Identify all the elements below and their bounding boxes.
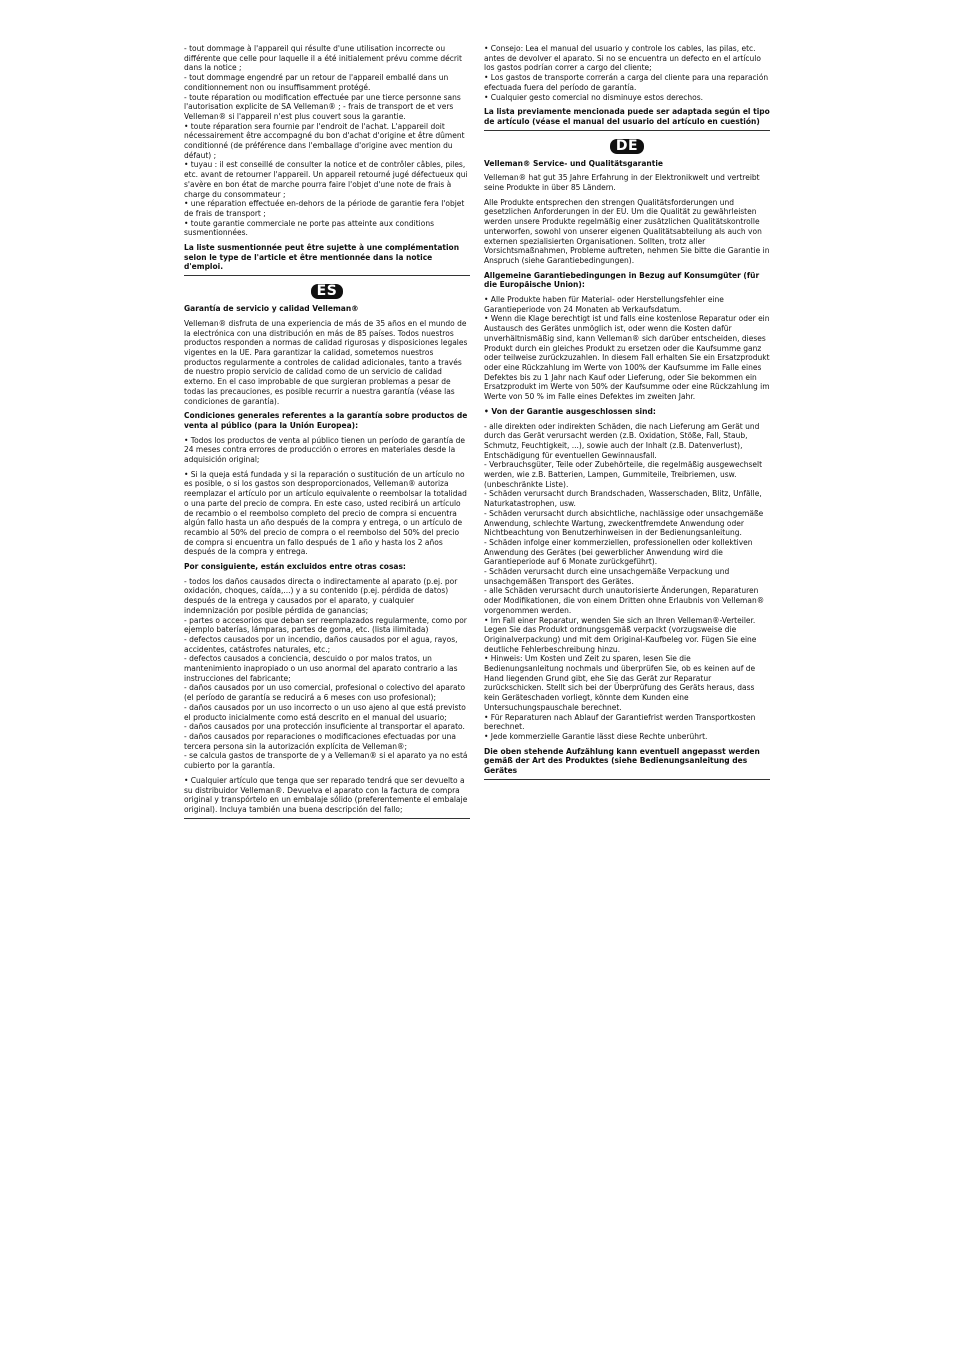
de-conditions-heading: Allgemeine Garantiebedingungen in Bezug auf Konsumgüter (für die Europäische Union): [484,270,762,290]
de-heading: Velleman® Service- und Qualitätsgarantie [484,158,663,168]
de-intro-2: Alle Produkte entsprechen den strengen Qualitätsforderungen und gesetzlichen Anforderungen in der EU. Um die Qualität zu gewährleisten werden unsere Produkte regelmäßig einer zusätzlichen Qualitätskontrolle unterworfen, sowohl von unserer eigenen Qualitätsabteilung als auch von externen spezialisierten Organisationen. Sollten, trotz aller Vorsichtsmaßnahmen, Probleme auftreten, nehmen Sie bitte die Garantie in Anspruch (siehe Garantiebedingungen). [484,197,772,265]
es-intro: Velleman® disfruta de una experiencia de más de 35 años en el mundo de la electrónica con una distribución en más de 85 países. Todos nuestros productos responden a normas de calidad rigurosas y disposiciones legales vigentes en la UE. Para garantizar la calidad, sometemos nuestros productos regularmente a controles de calidad adicionales, tanto a través de nuestro propio servicio de calidad como de un servicio de calidad externo. En el caso improbable de que surgieran problemas a pesar de todas las precauciones, es posible recurrir a nuestra garantía (véase las condiciones de garantía). [184,318,470,406]
es-exclusions-heading: Por consiguiente, están excluidos entre otras cosas: [184,562,406,572]
es-heading: Garantía de servicio y calidad Velleman® [184,304,359,314]
right-column [484,44,773,780]
section-divider [484,130,770,131]
es-condition-1: • Todos los productos de venta al público tienen un período de garantía de 24 meses contra errores de producción o errores en materiales desde la adquisición original; [184,435,468,465]
section-divider [184,275,470,276]
de-exclusions: - alle direkten oder indirekten Schäden, die nach Lieferung am Gerät und durch das Gerät verursacht werden (z.B. Oxidation, Stöße, Fall, Staub, Schmutz, Feuchtigkeit, ...), sowie auch der Inhalt (z.B. Datenverlust), Entschädigung für eventuellen Gewinnausfall. - Verbrauchsgüter, Teile oder Zubehörteile, die regelmäßig ausgewechselt werden, wie z.B. Batterien, Lampen, Gummiteile, Treibriemen, usw. (unbeschränkte Liste). - Schäden verursacht durch Brandschaden, Wasserschaden, Blitz, Unfälle, Naturkatastrophen, usw. - Schäden verursacht durch absichtliche, nachlässige oder unsachgemäße Anwendung, schlechte Wartung, zweckentfremdete Anwendung oder Nichtbeachtung von Benutzerhinweisen in der Bedienungsanleitung. - Schäden infolge einer kommerziellen, professionellen oder kollektiven Anwendung des Gerätes (bei gewerblicher Anwendung wird die Garantieperiode auf 6 Monate zurückgeführt). - Schäden verursacht durch eine unsachgemäße Verpackung und unsachgemäßen Transport des Gerätes. - alle Schäden verursacht durch unautorisierte Änderungen, Reparaturen oder Modifikationen, die von einem Dritten ohne Erlaubnis von Velleman® vorgenommen werden. • Im Fall einer Reparatur, wenden Sie sich an Ihren Velleman®-Verteiler. Legen Sie das Produkt ordnungsgemäß verpackt (vorzugsweise die Originalverpackung) und mit dem Original-Kaufbeleg vor. Fügen Sie eine deutliche Fehlerbeschreibung hinzu. • Hinweis: Um Kosten und Zeit zu sparen, lesen Sie die Bedienungsanleitung nochmals und überprüfen Sie, ob es keinen auf de Hand liegenden Grund gibt, ehe Sie das Gerät zur Reparatur zurückschicken. Stellt sich bei der Überprüfung des Geräts heraus, dass kein Geräteschaden vorliegt, könnte dem Kunden eine Untersuchungspauschale berechnet. • Für Reparaturen nach Ablauf der Garantiefrist werden Transportkosten berechnet. • Jede kommerzielle Garantie lässt diese Rechte unberührt. [484,421,765,741]
section-divider [184,818,470,819]
es-repair-instructions: • Cualquier artículo que tenga que ser reparado tendrá que ser devuelto a su distribuidor Velleman®. Devuelva el aparato con la factura de compra original y transpórtelo en un embalaje sólido (preferentemente el embalaje original). Incluya también una buena descripción del fallo; [184,775,470,814]
language-badge-es: ES [311,284,344,299]
language-badge-de: DE [610,139,644,154]
left-column [184,44,470,819]
es-continued: • Consejo: Lea el manual del usuario y controle los cables, las pilas, etc. antes de devolver el aparato. Si no se encuentra un defecto en el artículo los gastos podrían correr a cargo del cliente; • Los gastos de transporte correrán a carga del cliente para una reparación efectuada fuera del período de garantía. • Cualquier gesto comercial no disminuye estos derechos. [484,44,769,102]
fr-note: La liste susmentionnée peut être sujette à une complémentation selon le type de l'article et être mentionnée dans la notice d'emploi. [184,243,462,272]
es-conditions-heading: Condiciones generales referentes a la garantía sobre productos de venta al público (para la Unión Europea): [184,411,470,430]
de-intro-1: Velleman® hat gut 35 Jahre Erfahrung in der Elektronikwelt und vertreibt seine Produkte in über 85 Ländern. [484,173,763,193]
fr-exclusions-continued: - tout dommage à l'appareil qui résulte d'une utilisation incorrecte ou différente que celle pour laquelle il a été initialement prévu comme décrit dans la notice ; - tout dommage engendré par un retour de l'appareil emballé dans un conditionnement non ou insuffisamment protégé. - toute réparation ou modification effectuée par une tierce personne sans l'autorisation explicite de SA Velleman® ; - frais de transport de et vers Velleman® si l'appareil n'est plus couvert sous la garantie. • toute réparation sera fournie par l'endroit de l'achat. L'appareil doit nécessairement être accompagné du bon d'achat d'origine et être dûment conditionné (de préférence dans l'emballage d'origine avec mention du défaut) ; • tuyau : il est conseillé de consulter la notice et de contrôler câbles, piles, etc. avant de retourner l'appareil. Un appareil retourné jugé défectueux qui s'avère en bon état de marche pourra faire l'objet d'une note de frais à charge du consommateur ; • une réparation effectuée en-dehors de la période de garantie fera l'objet de frais de transport ; • toute garantie commerciale ne porte pas atteinte aux conditions susmentionnées. [184,44,468,238]
de-conditions: • Alle Produkte haben für Material- oder Herstellungsfehler eine Garantieperiode von 24 Monaten ab Verkaufsdatum. • Wenn die Klage berechtigt ist und falls eine kostenlose Reparatur oder ein Austausch des Gerätes unmöglich ist, oder wenn die Kosten dafür unverhältnismäßig sind, kann Velleman® sich darüber entscheiden, dieses Produkt durch ein gleiches Produkt zu ersetzen oder die Kaufsumme ganz oder teilweise zurückzuzahlen. In diesem Fall erhalten Sie ein Ersatzprodukt oder eine Rückzahlung im Werte von 100% der Kaufsumme im Falle eines Defektes bis zu 1 Jahr nach Kauf oder Lieferung, oder Sie bekommen ein Ersatzprodukt im Werte von 50% der Kaufsumme oder eine Rückzahlung im Werte von 50 % im Falle eines Defektes im zweiten Jahr. [484,295,770,402]
es-exclusions: - todos los daños causados directa o indirectamente al aparato (p.ej. por oxidación, choques, caída,...) y a su contenido (p.ej. pérdida de datos) después de la entrega y causados por el aparato, y cualquier indemnización por posible pérdida de ganancias; - partes o accesorios que deban ser reemplazados regularmente, como por ejemplo baterías, lámparas, partes de goma, etc. (lista ilimitada) - defectos causados por un incendio, daños causados por el agua, rayos, accidentes, catástrofes naturales, etc.; - defectos causados a conciencia, descuido o por malos tratos, un mantenimiento inapropiado o un uso anormal del aparato contrario a las instrucciones del fabricante; - daños causados por un uso comercial, profesional o colectivo del aparato (el período de garantía se reducirá a 6 meses con uso profesional); - daños causados por un uso incorrecto o un uso ajeno al que está previsto el producto inicialmente como está descrito en el manual del usuario; - daños causados por una protección insuficiente al transportar el aparato. - daños causados por reparaciones o modificaciones efectuadas por una tercera persona sin la autorización explícita de Velleman®; - se calcula gastos de transporte de y a Velleman® si el aparato ya no está cubierto por la garantía. [184,576,468,771]
de-note: Die oben stehende Aufzählung kann eventuell angepasst werden gemäß der Art des Produktes (siehe Bedienungsanleitung des Gerätes [484,746,763,776]
de-exclusions-heading: • Von der Garantie ausgeschlossen sind: [484,406,656,416]
es-note: La lista previamente mencionada puede ser adaptada según el tipo de artículo (véase el manual del usuario del artículo en cuestión) [484,107,773,126]
section-divider [484,779,770,780]
es-condition-2: • Si la queja está fundada y si la reparación o sustitución de un artículo no es posible, o si los gastos son desproporcionados, Velleman® autoriza reemplazar el artículo por un artículo equivalente o reembolsar la totalidad o una parte del precio de compra. En este caso, usted recibirá un artículo de recambio o el reembolso completo del precio de compra si encuentra algún fallo hasta un año después de la compra y entrega, o un artículo de recambio al 50% del precio de compra o el reembolso del 50% del precio de compra si encuentra un fallo después de 1 año y hasta los 2 años después de la compra y entrega. [184,469,470,557]
